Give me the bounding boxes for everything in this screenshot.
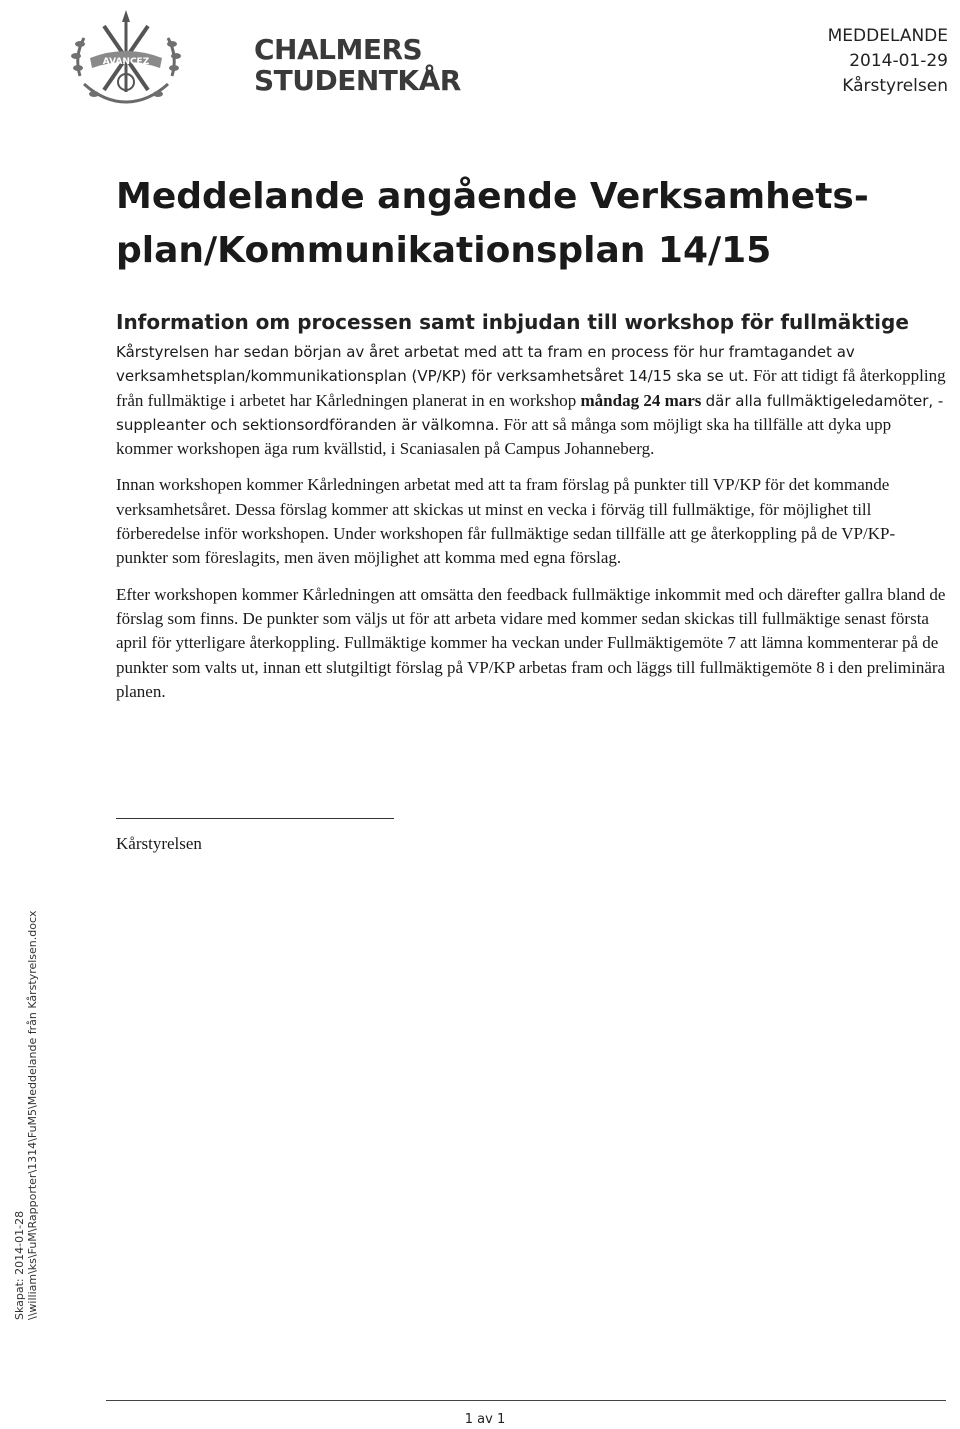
body-text xyxy=(116,340,946,716)
svg-text:AVANCEZ: AVANCEZ xyxy=(102,57,150,67)
logo-line-1: CHALMERS xyxy=(254,33,423,66)
doc-author: Kårstyrelsen xyxy=(842,76,948,96)
footer-divider xyxy=(106,1400,946,1401)
paragraph-2: Innan workshopen kommer Kårledningen arbetat med att ta fram förslag på punkter till VP/KP för det kommande verksamhetsåret. Dessa förslag kommer att skickas ut minst en vecka i förväg till fullmäktige, för möjlighet till förberedelse inför workshopen. Under workshopen får fullmäktige sedan tillfälle att ge återkoppling på de VP/KP-punkter som föreslagits, men även möjlighet att komma med egna förslag. xyxy=(116,475,896,568)
doc-date: 2014-01-29 xyxy=(849,51,948,71)
paragraph-1: Kårstyrelsen har sedan början av året arbetat med att ta fram en process för hur framtagandet av verksamhetsplan/kommunikationsplan (VP/KP) för verksamhetsåret 14/15 ska se ut. För att tidigt få återkoppling från fullmäktige i arbetet har Kårledningen planerat in en workshop måndag 24 mars där alla fullmäktigeledamöter, -suppleanter och sektionsordföranden är välkomna. För att så många som möjligt ska ha tillfälle att dyka upp kommer workshopen äga rum kvällstid, i Scaniasalen på Campus Johanneberg. xyxy=(116,343,946,459)
section-heading: Information om processen samt inbjudan till workshop för fullmäktige xyxy=(116,310,909,334)
page-number: 1 av 1 xyxy=(464,1412,506,1427)
created-date: Skapat: 2014-01-28 xyxy=(13,1210,26,1320)
workshop-date: måndag 24 mars xyxy=(580,390,702,410)
doc-type: MEDDELANDE xyxy=(827,26,948,46)
side-file-info xyxy=(13,910,39,1320)
document-meta xyxy=(828,24,948,99)
signature-line xyxy=(116,818,394,819)
logo-wordmark xyxy=(254,34,461,96)
signature-name: Kårstyrelsen xyxy=(116,834,202,853)
page-footer xyxy=(0,1412,960,1428)
file-path: \\william\ks\FuM\Rapporter\1314\FuM5\Meddelande från Kårstyrelsen.docx xyxy=(26,910,39,1320)
page-title: Meddelande angående Verksamhets-plan/Kommunikationsplan 14/15 xyxy=(116,176,869,271)
seal-icon xyxy=(64,6,188,110)
chalmers-studentkar-logo xyxy=(64,6,461,110)
logo-line-2: STUDENTKÅR xyxy=(254,64,461,97)
paragraph-3: Efter workshopen kommer Kårledningen att omsätta den feedback fullmäktige inkommit med och därefter gallra bland de förslag som finns. De punkter som väljs ut för att arbeta vidare med kommer sedan skickas till fullmäktige senast första april för ytterligare återkoppling. Fullmäktige kommer ha veckan under Fullmäktigemöte 7 att lämna kommenterar på de punkter som valts ut, innan ett slutgiltigt förslag på VP/KP arbetas fram och läggs till fullmäktigemöte 8 i den preliminära planen. xyxy=(116,584,946,701)
